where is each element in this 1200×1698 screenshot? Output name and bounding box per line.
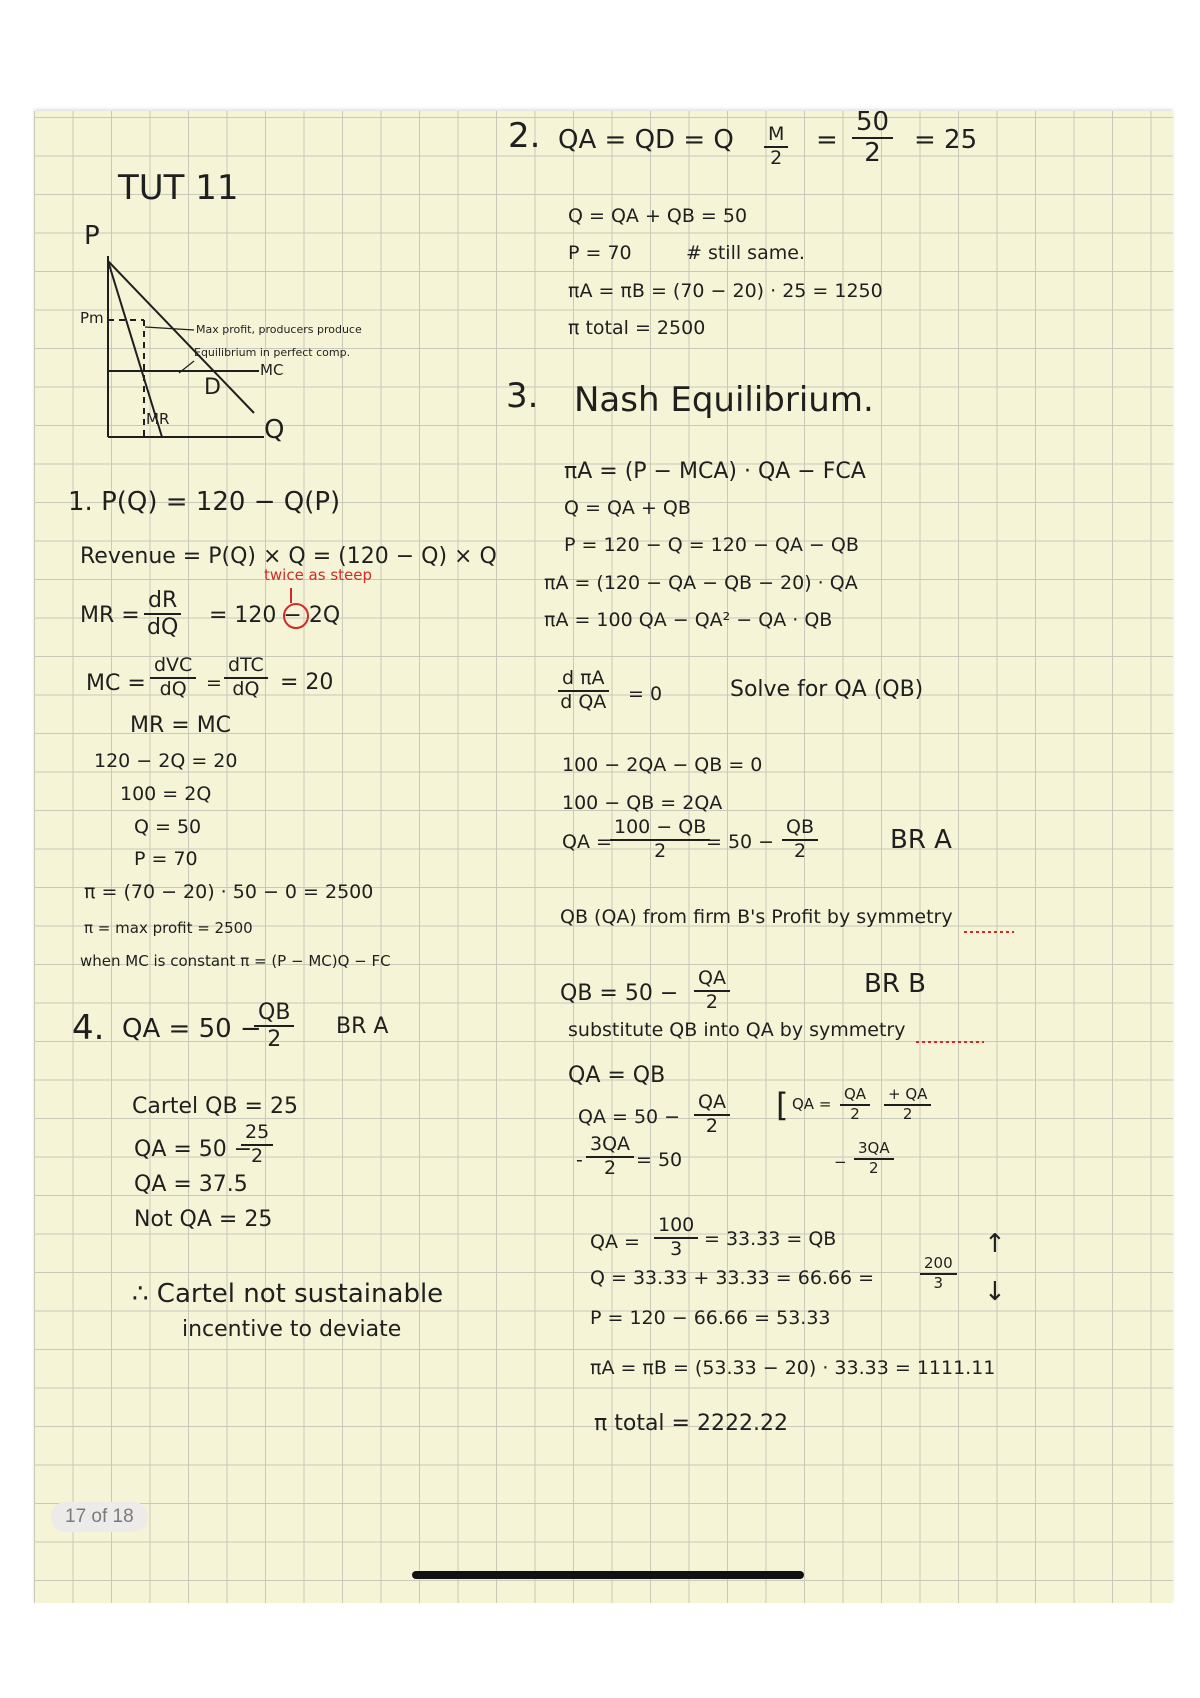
q3-number: 3. [506,376,539,416]
q2-line1: QA = QD = Q [558,125,734,155]
q1-mc-fraction-vc: dVC dQ [150,656,196,700]
q4-bra: BR A [336,1014,389,1039]
up-arrow-icon: ↑ [984,1229,1006,1259]
q1-steep-note: twice as steep [264,566,373,584]
q3-line-11-b: = 33.33 = QB [704,1228,837,1250]
q2-q-total: Q = QA + QB = 50 [568,205,748,227]
q3-line-15: π total = 2222.22 [594,1411,788,1436]
q3-line-14: πA = πB = (53.33 − 20) · 33.33 = 1111.11 [590,1357,996,1379]
q3-substitute: substitute QB into QA by symmetry [568,1019,906,1041]
q1-demand-text: P(Q) = 120 − Q(P) [101,487,341,517]
q2-50-over-2: $\frac{50}{2}$ [852,111,893,168]
q3-foc-fraction: $\frac{\text{d πA}}{\text{d QA}}$ [558,669,609,713]
q1-number: 1. [68,487,93,517]
q4-cartel-qa-value: QA = 37.5 [134,1172,248,1197]
q2-line1-eq: = [816,125,838,155]
q3-brb: BR B [864,969,927,999]
q1-step-1: 120 − 2Q = 20 [94,750,238,772]
notebook-page [34,111,1173,1603]
q3-line-3: P = 120 − Q = 120 − QA − QB [564,534,859,556]
q3-side-fraction-2: $\frac{+ QA}{2}$ [884,1087,931,1123]
q3-line-12: Q = 33.33 + 33.33 = 66.66 = [590,1267,875,1289]
q3-qa-fraction-2: $\frac{QB}{2}$ [782,818,818,862]
q2-p: P = 70 [568,242,632,264]
q1-revenue: Revenue = P(Q) × Q = (120 − Q) × Q [80,544,497,569]
q3-line-11-a: QA = [590,1231,640,1253]
graph-pm-label: Pm [80,309,104,327]
q2-line1-result: = 25 [914,125,978,155]
q4-qa-fraction: $\frac{QB}{2}$ [254,1001,294,1051]
q1-mr-eq-mc: MR = MC [130,713,232,738]
q3-line-9: QA = 50 − [578,1106,681,1128]
page-title: TUT 11 [118,168,239,208]
q3-qa-fraction: $\frac{100 - QB}{2}$ [610,818,710,862]
q1-step-2: 100 = 2Q [120,783,212,805]
q3-from-firm-b: QB (QA) from firm B's Profit by symmetry [560,906,953,928]
q3-line-10-eq: = 50 [636,1149,683,1171]
q4-not-25: Not QA = 25 [134,1207,273,1232]
q1-step-4: P = 70 [134,848,198,870]
graph-p-label: P [84,221,100,251]
q1-mr-label: MR = [80,603,140,628]
q3-line-7: 100 − QB = 2QA [562,792,723,814]
q1-mc-label: MC = [86,671,146,696]
graph-max-profit-note: Max profit, producers produce [196,323,362,336]
q3-line-13: P = 120 − 66.66 = 53.33 [590,1307,831,1329]
q3-line-4: πA = (120 − QA − QB − 20) · QA [544,572,858,594]
q1-max-profit: π = max profit = 2500 [84,919,253,937]
q3-qb-fraction: $\frac{QA}{2}$ [694,969,730,1013]
q1-mr-value: = 120 − 2Q [209,603,341,628]
q3-line-10-pre: - [576,1149,583,1171]
graph-d-label: D [204,375,221,400]
q4-cartel-fraction: $\frac{25}{2}$ [241,1123,273,1167]
q3-side-minus: − [834,1153,847,1171]
q3-side-bracket: [ [776,1086,789,1124]
graph-q-label: Q [264,415,285,445]
q4-number: 4. [72,1008,105,1048]
graph-mc-label: MC [260,361,284,379]
down-arrow-icon: ↓ [984,1277,1006,1307]
q3-line-10-fraction: $\frac{3QA}{2}$ [586,1135,634,1179]
q2-m-over-2: $\frac{M}{2}$ [764,125,788,169]
q3-side-fraction-3: $\frac{3QA}{2}$ [854,1141,894,1177]
q3-qa-label: QA = [562,831,612,853]
q3-side-fraction-1: $\frac{QA}{2}$ [840,1087,870,1123]
q2-number: 2. [508,116,541,156]
q3-line-9-fraction: $\frac{QA}{2}$ [694,1093,730,1137]
q3-qb-label: QB = 50 − [560,981,679,1006]
q2-profits: πA = πB = (70 − 20) · 25 = 1250 [568,280,883,302]
q3-line-8: QA = QB [568,1063,666,1088]
q3-line-5: πA = 100 QA − QA² − QA · QB [544,609,833,631]
q3-foc-eq: = 0 [628,683,663,705]
q3-line-1: πA = (P − MCA) · QA − FCA [564,459,866,484]
q3-heading: Nash Equilibrium. [574,380,874,420]
q3-qa-eq: = 50 − [706,831,775,853]
graph-equilibrium-note: Equilibrium in perfect comp. [194,346,351,359]
q1-mc-eq: = [206,672,222,694]
q4-cartel-qa: QA = 50 − [134,1137,253,1162]
q4-cartel: Cartel QB = 25 [132,1094,298,1119]
page-indicator: 17 of 18 [51,1502,148,1532]
q1-mc-fraction-tc: dTC dQ [224,656,268,700]
q3-line-6: 100 − 2QA − QB = 0 [562,754,763,776]
spellcheck-underlines [34,111,1173,1603]
q3-side-qa: QA = [792,1095,832,1113]
q4-conclusion-1: ∴ Cartel not sustainable [132,1279,444,1309]
q3-line-2: Q = QA + QB [564,497,691,519]
q4-conclusion-2: incentive to deviate [182,1317,402,1342]
q1-mc-value: = 20 [280,670,334,695]
q1-mr-fraction: $\frac{dR}{dQ}$ [144,589,181,639]
q3-solve-for: Solve for QA (QB) [730,677,924,702]
q2-still-same: # still same. [686,242,805,264]
q1-when-mc-constant: when MC is constant π = (P − MC)Q − FC [80,952,391,970]
q3-line-11-fraction: $\frac{100}{3}$ [654,1216,698,1260]
q1-profit: π = (70 − 20) · 50 − 0 = 2500 [84,881,374,903]
q3-line-12-fraction: $\frac{200}{3}$ [920,1256,957,1292]
q1-step-3: Q = 50 [134,816,202,838]
q2-total-profit: π total = 2500 [568,317,706,339]
home-indicator[interactable] [412,1571,804,1579]
q3-bra: BR A [890,825,952,855]
q4-qa: QA = 50 − [122,1014,262,1044]
graph-mr-label: MR [146,410,170,428]
